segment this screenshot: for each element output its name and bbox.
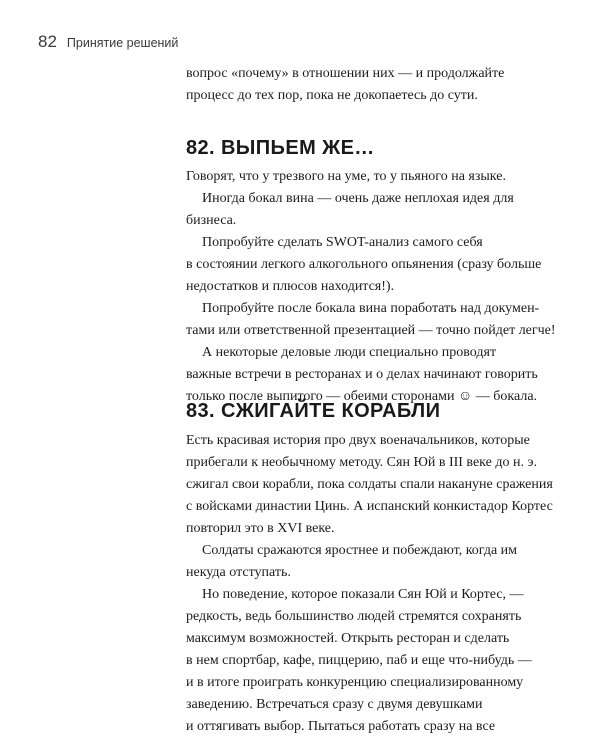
section-83-body: [186, 430, 551, 738]
text-line: Солдаты сражаются яростнее и побеждают, когда им: [202, 543, 518, 558]
text-line: недостатков и плюсов находится!).: [186, 279, 395, 294]
intro-paragraph: [186, 63, 551, 107]
text-line: и в итоге проиграть конкуренцию специализированному: [186, 675, 524, 690]
text-line: Есть красивая история про двух военачальников, которые: [186, 433, 530, 448]
section-82-body: [186, 166, 556, 408]
text-line: с войсками династии Цинь. А испанский конкистадор Кортес: [186, 499, 553, 514]
text-line: только после выпитого — обеими сторонами ☺ — бокала.: [186, 389, 538, 404]
text-line: Говорят, что у трезвого на уме, то у пьяного на языке.: [186, 169, 506, 184]
text-line: и оттягивать выбор. Пытаться работать сразу на все: [186, 719, 496, 734]
text-line: в нем спортбар, кафе, пиццерию, паб и еще что-нибудь —: [186, 653, 532, 668]
section-83-heading: 83. СЖИГАЙТЕ КОРАБЛИ: [186, 400, 441, 422]
text-line: некуда отступать.: [186, 565, 291, 580]
text-line: Попробуйте сделать SWOT-анализ самого себя: [202, 235, 483, 250]
text-line: тами или ответственной презентацией — точно пойдет легче!: [186, 323, 556, 338]
text-line: Иногда бокал вина — очень даже неплохая идея для: [202, 191, 514, 206]
text-line: важные встречи в ресторанах и о делах начинают говорить: [186, 367, 538, 382]
text-line: Попробуйте после бокала вина поработать над докумен-: [202, 301, 540, 316]
text-line: редкость, ведь большинство людей стремятся сохранять: [186, 609, 522, 624]
section-82-heading: 82. ВЫПЬЕМ ЖЕ…: [186, 137, 375, 159]
text-line: в состоянии легкого алкогольного опьянения (сразу больше: [186, 257, 542, 272]
text-line: заведению. Встречаться сразу с двумя девушками: [186, 697, 483, 712]
text-line: сжигал свои корабли, пока солдаты спали накануне сражения: [186, 477, 553, 492]
text-line: Но поведение, которое показали Сян Юй и Кортес, —: [202, 587, 524, 602]
text-line: вопрос «почему» в отношении них — и продолжайте: [186, 66, 505, 81]
text-line: А некоторые деловые люди специально проводят: [202, 345, 497, 360]
chapter-title: Принятие решений: [66, 36, 179, 50]
running-header: [38, 32, 178, 52]
text-line: бизнеса.: [186, 213, 237, 228]
page-number: 82: [38, 32, 57, 51]
text-line: процесс до тех пор, пока не докопаетесь до сути.: [186, 88, 478, 103]
text-line: максимум возможностей. Открыть ресторан и сделать: [186, 631, 510, 646]
text-line: прибегали к необычному методу. Сян Юй в III веке до н. э.: [186, 455, 537, 470]
text-line: повторил это в XVI веке.: [186, 521, 335, 536]
